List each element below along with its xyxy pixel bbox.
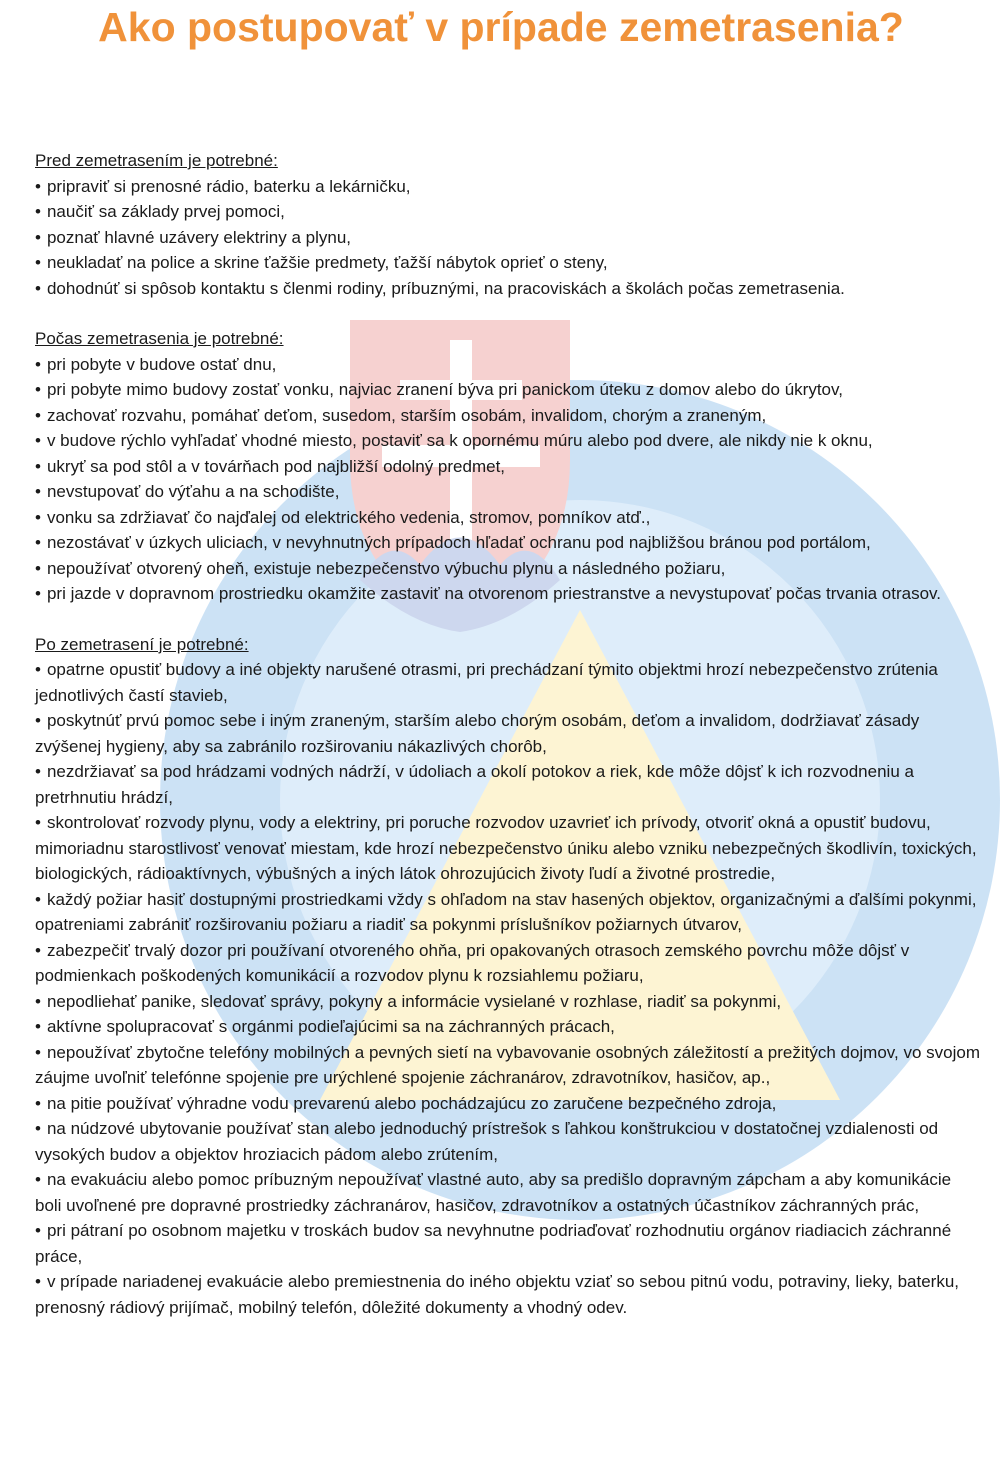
bullet-marker: • bbox=[35, 1272, 41, 1291]
bullet-marker: • bbox=[35, 889, 41, 909]
list-item-text: dohodnúť si spôsob kontaktu s členmi rodiny, príbuznými, na pracoviskách a školách počas zemetrasenia. bbox=[46, 278, 845, 298]
list-item bbox=[35, 1218, 980, 1269]
list-item-text: neukladať na police a skrine ťažšie predmety, ťažší nábytok oprieť o steny, bbox=[46, 253, 608, 272]
list-item-text: na pitie používať výhradne vodu prevarenú alebo pochádzajúcu zo zaručene bezpečného zdroja, bbox=[46, 1093, 777, 1113]
list-item-text: zabezpečiť trvalý dozor pri používaní otvoreného ohňa, pri opakovaných otrasoch zemského povrchu môže dôjsť v podmienkach poškodených komunikácií a rozvodov plynu k rozsiahlemu požiaru, bbox=[35, 940, 910, 985]
list-item-text: na evakuáciu alebo pomoc príbuzným nepoužívať vlastné auto, aby sa predišlo dopravným zápcham a aby komunikácie boli uvoľnené pre dopravné prostriedky záchranárov, hasičov, zdravotníkov a ostatných účastníkov záchranných prác, bbox=[35, 1170, 952, 1215]
section-after-earthquake bbox=[35, 632, 980, 1321]
list-item bbox=[35, 403, 980, 429]
list-item-text: ukryť sa pod stôl a v továrňach pod najbližší odolný predmet, bbox=[46, 456, 506, 476]
list-item bbox=[35, 581, 980, 607]
bullet-list bbox=[35, 352, 980, 607]
section-before-earthquake bbox=[35, 148, 980, 301]
bullet-marker: • bbox=[35, 1119, 41, 1138]
bullet-marker: • bbox=[35, 558, 41, 578]
section-heading: Počas zemetrasenia je potrebné: bbox=[35, 329, 284, 348]
bullet-marker: • bbox=[35, 1017, 41, 1036]
list-item-text: zachovať rozvahu, pomáhať deťom, susedom, starším osobám, invalidom, chorým a zraneným, bbox=[46, 405, 767, 425]
list-item bbox=[35, 276, 980, 302]
list-item bbox=[35, 989, 980, 1015]
list-item bbox=[35, 938, 980, 989]
list-item-text: na núdzové ubytovanie používať stan alebo jednoduchý prístrešok s ľahkou konštrukciou v dostatočnej vzdialenosti od vysokých budov a objektov hroziacich pádom alebo zrútením, bbox=[35, 1119, 939, 1164]
bullet-marker: • bbox=[35, 940, 41, 960]
bullet-list bbox=[35, 657, 980, 1320]
bullet-marker: • bbox=[35, 253, 41, 272]
bullet-list bbox=[35, 174, 980, 302]
list-item bbox=[35, 454, 980, 480]
list-item-text: poskytnúť prvú pomoc sebe i iným zraneným, starším alebo chorým osobám, deťom a invalidom, dodržiavať zásady zvýšenej hygieny, aby sa zabránilo rozširovaniu nákazlivých chorôb, bbox=[35, 711, 920, 756]
bullet-marker: • bbox=[35, 456, 41, 476]
list-item-text: pripraviť si prenosné rádio, baterku a lekárničku, bbox=[46, 176, 411, 196]
list-item-text: v budove rýchlo vyhľadať vhodné miesto, postaviť sa k opornému múru alebo pod dvere, ale nikdy nie k oknu, bbox=[46, 431, 873, 450]
list-item bbox=[35, 759, 980, 810]
list-item-text: nepoužívať otvorený oheň, existuje nebezpečenstvo výbuchu plynu a následného požiaru, bbox=[46, 558, 726, 578]
list-item bbox=[35, 1116, 980, 1167]
bullet-marker: • bbox=[35, 813, 41, 832]
bullet-marker: • bbox=[35, 1042, 41, 1062]
list-item bbox=[35, 1014, 980, 1040]
bullet-marker: • bbox=[35, 278, 41, 298]
list-item-text: poznať hlavné uzávery elektriny a plynu, bbox=[46, 227, 352, 247]
list-item-text: nevstupovať do výťahu a na schodište, bbox=[46, 482, 340, 501]
section-heading: Po zemetrasení je potrebné: bbox=[35, 634, 249, 654]
list-item bbox=[35, 377, 980, 403]
list-item-text: pri pobyte mimo budovy zostať vonku, najviac zranení býva pri panickom úteku z domov alebo do úkrytov, bbox=[46, 380, 843, 399]
bullet-marker: • bbox=[35, 1221, 41, 1240]
bullet-marker: • bbox=[35, 380, 41, 399]
list-item bbox=[35, 708, 980, 759]
bullet-marker: • bbox=[35, 507, 41, 527]
list-item bbox=[35, 479, 980, 505]
list-item bbox=[35, 1091, 980, 1117]
bullet-marker: • bbox=[35, 202, 41, 221]
list-item-text: aktívne spolupracovať s orgánmi podieľajúcimi sa na záchranných prácach, bbox=[46, 1017, 615, 1036]
list-item-text: skontrolovať rozvody plynu, vody a elektriny, pri poruche rozvodov uzavrieť ich prívody, otvoriť okná a opustiť budovu, mimoriadnu starostlivosť venovať miestam, kde hrozí nebezpečenstvo úniku alebo vzniku nebezpečných škodlivín, toxických, biologických, rádioaktívnych, výbušných a iných látok ohrozujúcich životy ľudí a životné prostredie, bbox=[35, 813, 977, 883]
bullet-marker: • bbox=[35, 1170, 41, 1189]
list-item-text: nepoužívať zbytočne telefóny mobilných a pevných sietí na vybavovanie osobných záležitostí a prežitých dojmov, vo svojom záujme uvoľniť telefónne spojenie pre urýchlené spojenie záchranárov, zdravotníkov, hasičov, ap., bbox=[35, 1042, 981, 1087]
instructions-content bbox=[35, 148, 980, 1345]
list-item bbox=[35, 556, 980, 582]
page-title: Ako postupovať v prípade zemetrasenia? bbox=[98, 4, 904, 50]
bullet-marker: • bbox=[35, 762, 41, 781]
list-item bbox=[35, 1040, 980, 1091]
bullet-marker: • bbox=[35, 482, 41, 501]
list-item-text: pri jazde v dopravnom prostriedku okamžite zastaviť na otvorenom priestranstve a nevystupovať počas trvania otrasov. bbox=[46, 584, 941, 603]
list-item bbox=[35, 810, 980, 887]
section-heading: Pred zemetrasením je potrebné: bbox=[35, 151, 278, 170]
section-during-earthquake bbox=[35, 326, 980, 607]
list-item-text: pri pobyte v budove ostať dnu, bbox=[46, 354, 277, 374]
list-item bbox=[35, 657, 980, 708]
bullet-marker: • bbox=[35, 431, 41, 450]
list-item bbox=[35, 225, 980, 251]
bullet-marker: • bbox=[35, 584, 41, 603]
list-item-text: pri pátraní po osobnom majetku v troskách budov sa nevyhnutne podriaďovať rozhodnutiu orgánov riadiacich záchranné práce, bbox=[35, 1221, 952, 1266]
list-item bbox=[35, 250, 980, 276]
list-item bbox=[35, 199, 980, 225]
list-item-text: nezostávať v úzkych uliciach, v nevyhnutných prípadoch hľadať ochranu pod najbližšou bránou pod portálom, bbox=[46, 533, 871, 552]
bullet-marker: • bbox=[35, 991, 41, 1011]
bullet-marker: • bbox=[35, 660, 41, 679]
list-item-text: vonku sa zdržiavať čo najďalej od elektrického vedenia, stromov, pomníkov atď., bbox=[46, 507, 651, 527]
list-item bbox=[35, 174, 980, 200]
list-item-text: v prípade nariadenej evakuácie alebo premiestnenia do iného objektu vziať so sebou pitnú vodu, potraviny, lieky, baterku, prenosný rádiový prijímač, mobilný telefón, dôležité dokumenty a vhodný odev. bbox=[35, 1272, 959, 1317]
list-item bbox=[35, 352, 980, 378]
bullet-marker: • bbox=[35, 405, 41, 425]
list-item-text: každý požiar hasiť dostupnými prostriedkami vždy s ohľadom na stav hasených objektov, organizačnými a ďalšími pokynmi, opatreniami zabrániť rozširovaniu požiaru a riadiť sa pokynmi príslušníkov požiarnych útvarov, bbox=[35, 889, 977, 934]
bullet-marker: • bbox=[35, 1093, 41, 1113]
list-item bbox=[35, 428, 980, 454]
list-item-text: naučiť sa základy prvej pomoci, bbox=[46, 202, 285, 221]
bullet-marker: • bbox=[35, 354, 41, 374]
list-item bbox=[35, 1269, 980, 1320]
bullet-marker: • bbox=[35, 227, 41, 247]
bullet-marker: • bbox=[35, 711, 41, 730]
list-item bbox=[35, 530, 980, 556]
list-item-text: nezdržiavať sa pod hrádzami vodných nádrží, v údoliach a okolí potokov a riek, kde môže dôjsť k ich rozvodneniu a pretrhnutiu hrádzí, bbox=[35, 762, 914, 807]
list-item bbox=[35, 887, 980, 938]
list-item-text: nepodliehať panike, sledovať správy, pokyny a informácie vysielané v rozhlase, riadiť sa pokynmi, bbox=[46, 991, 782, 1011]
list-item-text: opatrne opustiť budovy a iné objekty narušené otrasmi, pri prechádzaní týmito objektmi hrozí nebezpečenstvo zrútenia jednotlivých častí stavieb, bbox=[35, 660, 938, 705]
list-item bbox=[35, 505, 980, 531]
list-item bbox=[35, 1167, 980, 1218]
bullet-marker: • bbox=[35, 176, 41, 196]
bullet-marker: • bbox=[35, 533, 41, 552]
